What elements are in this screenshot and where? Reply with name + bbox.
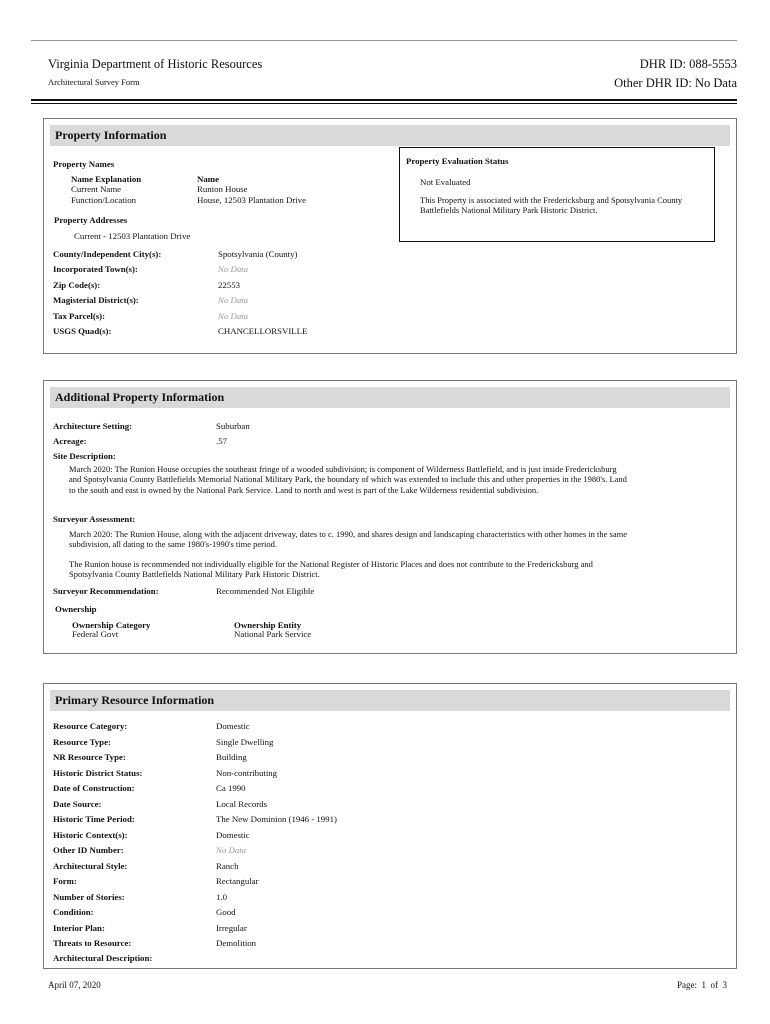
field-label: Zip Code(s): bbox=[53, 280, 101, 290]
evaluation-status-value: Not Evaluated bbox=[420, 177, 471, 187]
agency-name: Virginia Department of Historic Resources bbox=[48, 57, 263, 71]
field-label: Threats to Resource: bbox=[53, 938, 132, 948]
field-value: Ranch bbox=[216, 861, 239, 871]
field-value: Building bbox=[216, 752, 247, 762]
property-addresses-heading: Property Addresses bbox=[54, 215, 128, 225]
field-value: 22553 bbox=[218, 280, 240, 290]
field-label: Resource Type: bbox=[53, 737, 111, 747]
name-header: Name bbox=[197, 174, 219, 184]
acreage-label: Acreage: bbox=[53, 436, 87, 446]
field-value: Rectangular bbox=[216, 876, 259, 886]
dhr-id: DHR ID: 088-5553 bbox=[639, 57, 737, 71]
field-label: NR Resource Type: bbox=[53, 752, 126, 762]
field-value: No Data bbox=[216, 845, 247, 855]
top-rule bbox=[31, 40, 737, 41]
field-value: Non-contributing bbox=[216, 768, 278, 778]
field-label: Form: bbox=[53, 876, 77, 886]
name-explanation-header: Name Explanation bbox=[71, 174, 142, 184]
field-label: Date Source: bbox=[53, 799, 102, 809]
footer-page-number: Page: 1 of 3 bbox=[677, 980, 727, 990]
acreage-value: .57 bbox=[216, 436, 227, 446]
surveyor-recommendation-value: Recommended Not Eligible bbox=[216, 586, 315, 596]
section-title: Additional Property Information bbox=[55, 390, 225, 404]
section-title: Property Information bbox=[55, 128, 167, 142]
field-label: County/Independent City(s): bbox=[53, 249, 162, 259]
field-value: CHANCELLORSVILLE bbox=[218, 326, 308, 336]
architecture-setting-value: Suburban bbox=[216, 421, 250, 431]
footer-date: April 07, 2020 bbox=[48, 980, 101, 990]
property-information-section bbox=[43, 118, 737, 354]
form-name: Architectural Survey Form bbox=[48, 77, 140, 87]
ownership-heading: Ownership bbox=[55, 604, 97, 614]
name-explanation-1: Current Name bbox=[71, 184, 122, 194]
field-value: Spotsylvania (County) bbox=[218, 249, 298, 259]
architecture-setting-label: Architecture Setting: bbox=[53, 421, 133, 431]
section-header bbox=[50, 125, 730, 146]
field-value: No Data bbox=[218, 264, 249, 274]
section-header bbox=[50, 387, 730, 408]
field-value: Good bbox=[216, 907, 236, 917]
field-label: USGS Quad(s): bbox=[53, 326, 112, 336]
field-label: Incorporated Town(s): bbox=[53, 264, 138, 274]
evaluation-status-box bbox=[399, 147, 715, 242]
field-label: Historic Time Period: bbox=[53, 814, 135, 824]
field-value: Domestic bbox=[216, 830, 250, 840]
surveyor-assessment-text-1: March 2020: The Runion House, along with the adjacent driveway, dates to c. 1990, and shares design and landscaping characteristics with other homes in the same subdivision, all dating to the same 1980's-1990's time period. bbox=[69, 529, 628, 550]
name-explanation-2: Function/Location bbox=[71, 195, 136, 205]
additional-property-information-section bbox=[43, 380, 737, 654]
field-value: The New Dominion (1946 - 1991) bbox=[216, 814, 337, 824]
architectural-description-label: Architectural Description: bbox=[53, 953, 153, 963]
site-description-text: March 2020: The Runion House occupies the southeast fringe of a wooded subdivision; is component of Wilderness Battlefield, and is just inside Fredericksburg and Spotsylvania County Battlefields Memorial National Military Park, the boundary of which was extended to include this and other properties in the 1980's. Land to the south and east is owned by the National Park Service. Land to north and west is part of the Lake Wilderness residential subdivision. bbox=[69, 464, 627, 495]
surveyor-assessment-text-2: The Runion house is recommended not individually eligible for the National Register of Historic Places and does not contribute to the Fredericksburg and Spotsylvania County Battlefields National Military Park Historic District. bbox=[69, 559, 593, 580]
field-value: Single Dwelling bbox=[216, 737, 274, 747]
field-label: Architectural Style: bbox=[53, 861, 128, 871]
surveyor-assessment-label: Surveyor Assessment: bbox=[53, 514, 136, 524]
field-label: Date of Construction: bbox=[53, 783, 135, 793]
surveyor-recommendation-label: Surveyor Recommendation: bbox=[53, 586, 159, 596]
field-label: Condition: bbox=[53, 907, 94, 917]
ownership-category-header: Ownership Category bbox=[72, 620, 151, 630]
field-label: Number of Stories: bbox=[53, 892, 125, 902]
other-dhr-id: Other DHR ID: No Data bbox=[614, 76, 737, 90]
property-names-heading: Property Names bbox=[53, 159, 115, 169]
property-address: Current - 12503 Plantation Drive bbox=[74, 231, 191, 241]
field-label: Interior Plan: bbox=[53, 923, 105, 933]
field-label: Resource Category: bbox=[53, 721, 128, 731]
evaluation-note: This Property is associated with the Fredericksburg and Spotsylvania County Battlefields National Military Park Historic District. bbox=[420, 195, 683, 216]
field-value: No Data bbox=[218, 311, 249, 321]
field-value: Irregular bbox=[216, 923, 247, 933]
field-label: Magisterial District(s): bbox=[53, 295, 139, 305]
field-value: 1.0 bbox=[216, 892, 227, 902]
field-label: Other ID Number: bbox=[53, 845, 124, 855]
field-value: Domestic bbox=[216, 721, 250, 731]
field-label: Tax Parcel(s): bbox=[53, 311, 106, 321]
section-title: Primary Resource Information bbox=[55, 693, 215, 707]
field-value: Ca 1990 bbox=[216, 783, 246, 793]
name-value-1: Runion House bbox=[197, 184, 248, 194]
header-rule-thin bbox=[31, 103, 737, 104]
field-value: Local Records bbox=[216, 799, 268, 809]
site-description-label: Site Description: bbox=[53, 451, 116, 461]
field-value: No Data bbox=[218, 295, 249, 305]
header-rule-thick bbox=[31, 99, 737, 101]
ownership-entity-value: National Park Service bbox=[234, 629, 312, 639]
primary-resource-information-section bbox=[43, 683, 737, 969]
section-header bbox=[50, 690, 730, 711]
field-value: Demolition bbox=[216, 938, 257, 948]
field-label: Historic Context(s): bbox=[53, 830, 128, 840]
field-label: Historic District Status: bbox=[53, 768, 143, 778]
evaluation-status-heading: Property Evaluation Status bbox=[406, 156, 509, 166]
name-value-2: House, 12503 Plantation Drive bbox=[197, 195, 306, 205]
ownership-category-value: Federal Govt bbox=[72, 629, 119, 639]
ownership-entity-header: Ownership Entity bbox=[234, 620, 302, 630]
